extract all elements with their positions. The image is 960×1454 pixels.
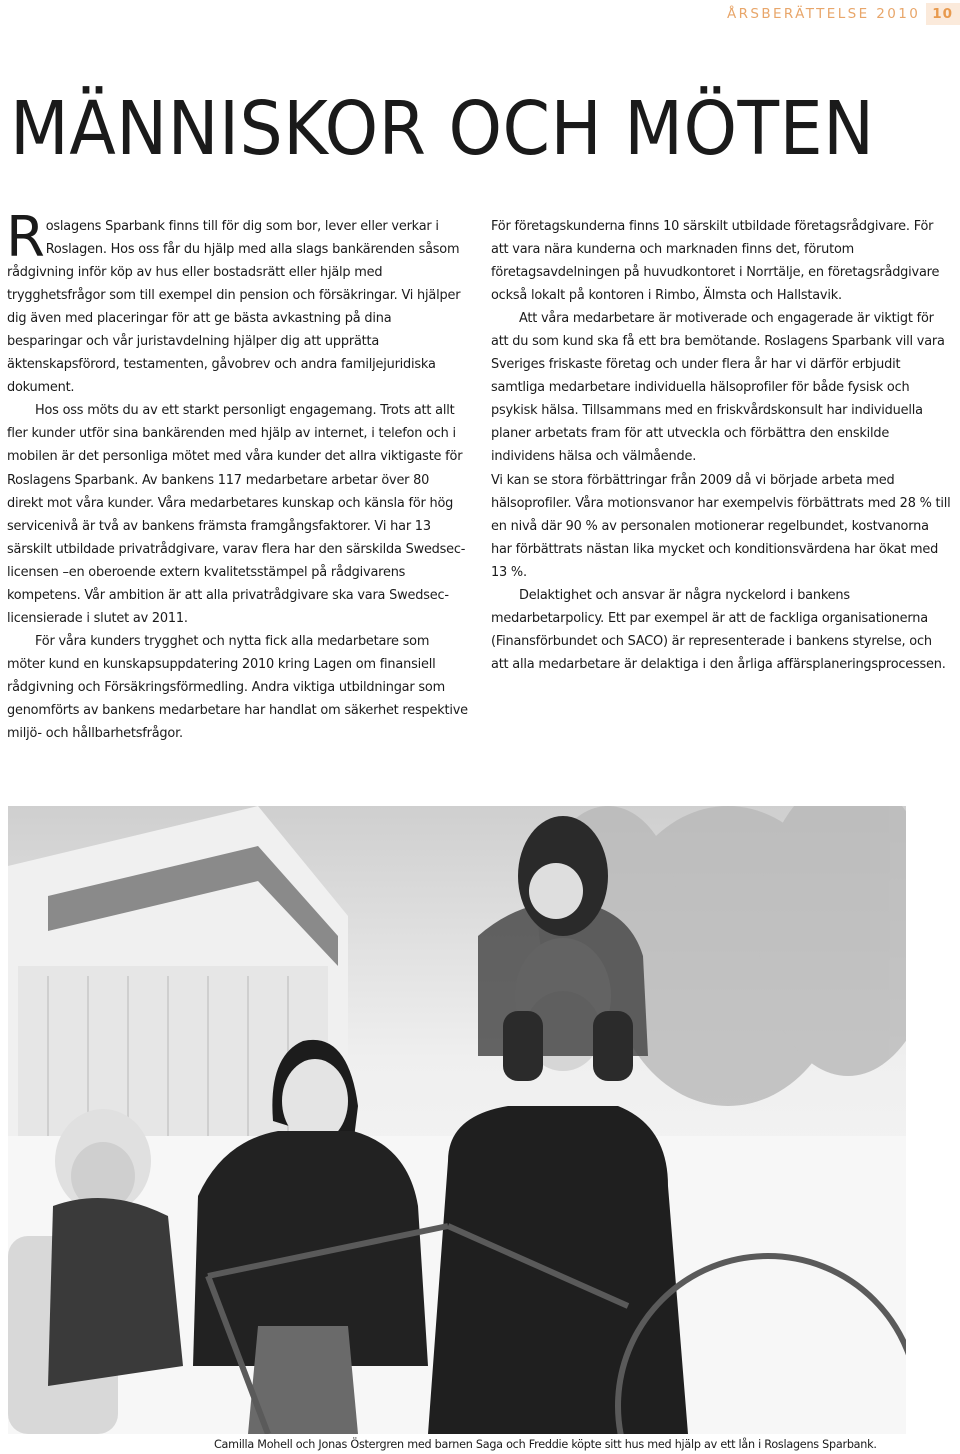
family-photo-illustration [8,806,906,1434]
right-paragraph-2: Att våra medarbetare är motiverade och engagerade är viktigt för att du som kund ska få ett bra bemötande. Roslagens Sparbank vill vara Sveriges friskaste företag och under flera år har vi därför erbjudit samtliga medarbetare individuella hälsoprofiler för både fysisk och psykisk hälsa. Tillsammans med en friskvårdskonsult har individuella planer arbetats fram för att utveckla och förbättra den enskilde individens hälsa och välmående. [491,311,945,465]
left-paragraph-1 [6,205,469,399]
left-paragraph-1-text: oslagens Sparbank finns till för dig som bor, lever eller verkar i Roslagen. Hos oss får du hjälp med alla slags bankärenden såsom rådgivning inför köp av hus eller bostadsrätt eller hjälp med trygghetsfrågor som till exempel din pension och försäkringar. Vi hjälper dig även med placeringar för att ge bästa avkastning på dina besparingar och vår juristavdelning hjälper dig att upprätta äktenskapsförord, testamenten, gåvobrev och andra familjejuridiska dokument. [7,219,461,396]
page-title: MÄNNISKOR OCH MÖTEN [10,86,875,172]
drop-cap: R [6,205,45,270]
family-photo [8,806,906,1434]
right-paragraph-3: Vi kan se stora förbättringar från 2009 då vi började arbeta med hälsoprofiler. Våra motionsvanor har exempelvis förbättrats med 28 % till en nivå där 90 % av personalen motionerar regelbundet, kostvanorna har förbättrats nästan lika mycket och konditionsvärdena har ökat med 13 %. [491,472,951,580]
right-column [491,215,953,676]
left-paragraph-2: Hos oss möts du av ett starkt personligt engagemang. Trots att allt fler kunder utför sina bankärenden med hjälp av internet, i telefon och i mobilen är det personliga mötet med våra kunder det allra viktigaste för Roslagens Sparbank. Av bankens 117 medarbetare arbetar över 80 direkt mot våra kunder. Våra medarbetares kunskap och känsla för hög servicenivå är två av bankens främsta framgångsfaktorer. Vi har 13 särskilt utbildade privatrådgivare, varav flera har den särskilda Swedsec-licensen –en oberoende extern kvalitetsstämpel på rådgivarens kompetens. Vår ambition är att alla privatrådgivare ska vara Swedsec-licensierade i slutet av 2011. [7,403,466,626]
left-paragraph-3: För våra kunders trygghet och nytta fick alla medarbetare som möter kund en kunskapsuppdatering 2010 kring Lagen om finansiell rådgivning och Försäkringsförmedling. Andra viktiga utbildningar som genomförts av bankens medarbetare har handlat om säkerhet respektive miljö- och hållbarhetsfrågor. [7,633,468,742]
right-paragraph-4: Delaktighet och ansvar är några nyckelord i bankens medarbetarpolicy. Ett par exempel är att de fackliga organisationerna (Finansförbundet och SACO) är representerade i bankens styrelse, och att alla medarbetare är delaktiga i den årliga affärsplaneringsprocessen. [491,587,946,672]
photo-caption: Camilla Mohell och Jonas Östergren med barnen Saga och Freddie köpte sitt hus med hjälp av ett lån i Roslagens Sparbank. [214,1438,877,1451]
report-label: ÅRSBERÄTTELSE 2010 [726,6,921,22]
right-paragraph-1: För företagskunderna finns 10 särskilt utbildade företagsrådgivare. För att vara nära kunderna och marknaden finns det, förutom företagsavdelningen på huvudkontoret i Norrtälje, en företagsrådgivare också lokalt på kontoren i Rimbo, Älmsta och Hallstavik. [491,219,940,304]
running-header [727,3,960,25]
page-number: 10 [926,3,960,25]
left-column [6,205,469,745]
